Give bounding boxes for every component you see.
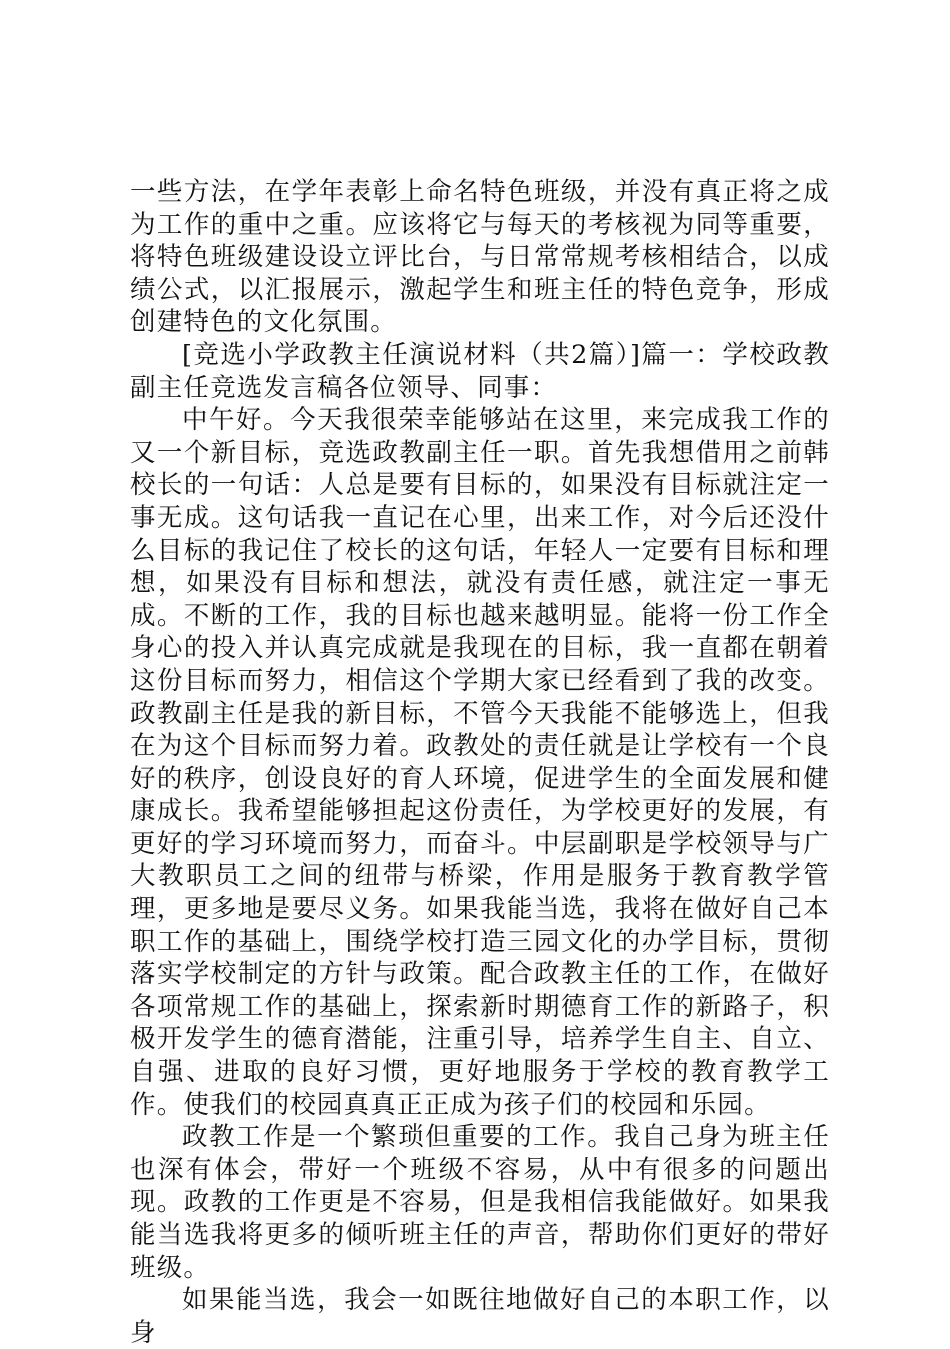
paragraph-5: 如果能当选，我会一如既往地做好自己的本职工作，以身 <box>130 1285 830 1348</box>
paragraph-1: 一些方法，在学年表彰上命名特色班级，并没有真正将之成为工作的重中之重。应该将它与每天的考核视为同等重要，将特色班级建设设立评比台，与日常常规考核相结合，以成绩公式，以汇报展示，激起学生和班主任的特色竞争，形成创建特色的文化氛围。 <box>130 177 830 338</box>
paragraph-3: 中午好。今天我很荣幸能够站在这里，来完成我工作的又一个新目标，竞选政教副主任一职。首先我想借用之前韩校长的一句话：人总是要有目标的，如果没有目标就注定一事无成。这句话我一直记在心里，出来工作，对今后还没什么目标的我记住了校长的这句话，年轻人一定要有目标和理想，如果没有目标和想法，就没有责任感，就注定一事无成。不断的工作，我的目标也越来越明显。能将一份工作全身心的投入并认真完成就是我现在的目标，我一直都在朝着这份目标而努力，相信这个学期大家已经看到了我的改变。政教副主任是我的新目标，不管今天我能不能够选上，但我在为这个目标而努力着。政教处的责任就是让学校有一个良好的秩序，创设良好的育人环境，促进学生的全面发展和健康成长。我希望能够担起这份责任，为学校更好的发展，有更好的学习环境而努力，而奋斗。中层副职是学校领导与广大教职员工之间的纽带与桥梁，作用是服务于教育教学管理，更多地是要尽义务。如果我能当选，我将在做好自己本职工作的基础上，围绕学校打造三园文化的办学目标，贯彻落实学校制定的方针与政策。配合政教主任的工作，在做好各项常规工作的基础上，探索新时期德育工作的新路子，积极开发学生的德育潜能，注重引导，培养学生自主、自立、自强、进取的良好习惯，更好地服务于学校的教育教学工作。使我们的校园真真正正成为孩子们的校园和乐园。 <box>130 405 830 1120</box>
paragraph-4: 政教工作是一个繁琐但重要的工作。我自己身为班主任也深有体会，带好一个班级不容易，从中有很多的问题出现。政教的工作更是不容易，但是我相信我能做好。如果我能当选我将更多的倾听班主任的声音，帮助你们更好的带好班级。 <box>130 1122 830 1283</box>
paragraph-2-heading: [竞选小学政教主任演说材料（共2篇）]篇一：学校政教副主任竞选发言稿各位领导、同事： <box>130 339 830 403</box>
document-body <box>130 176 830 1349</box>
